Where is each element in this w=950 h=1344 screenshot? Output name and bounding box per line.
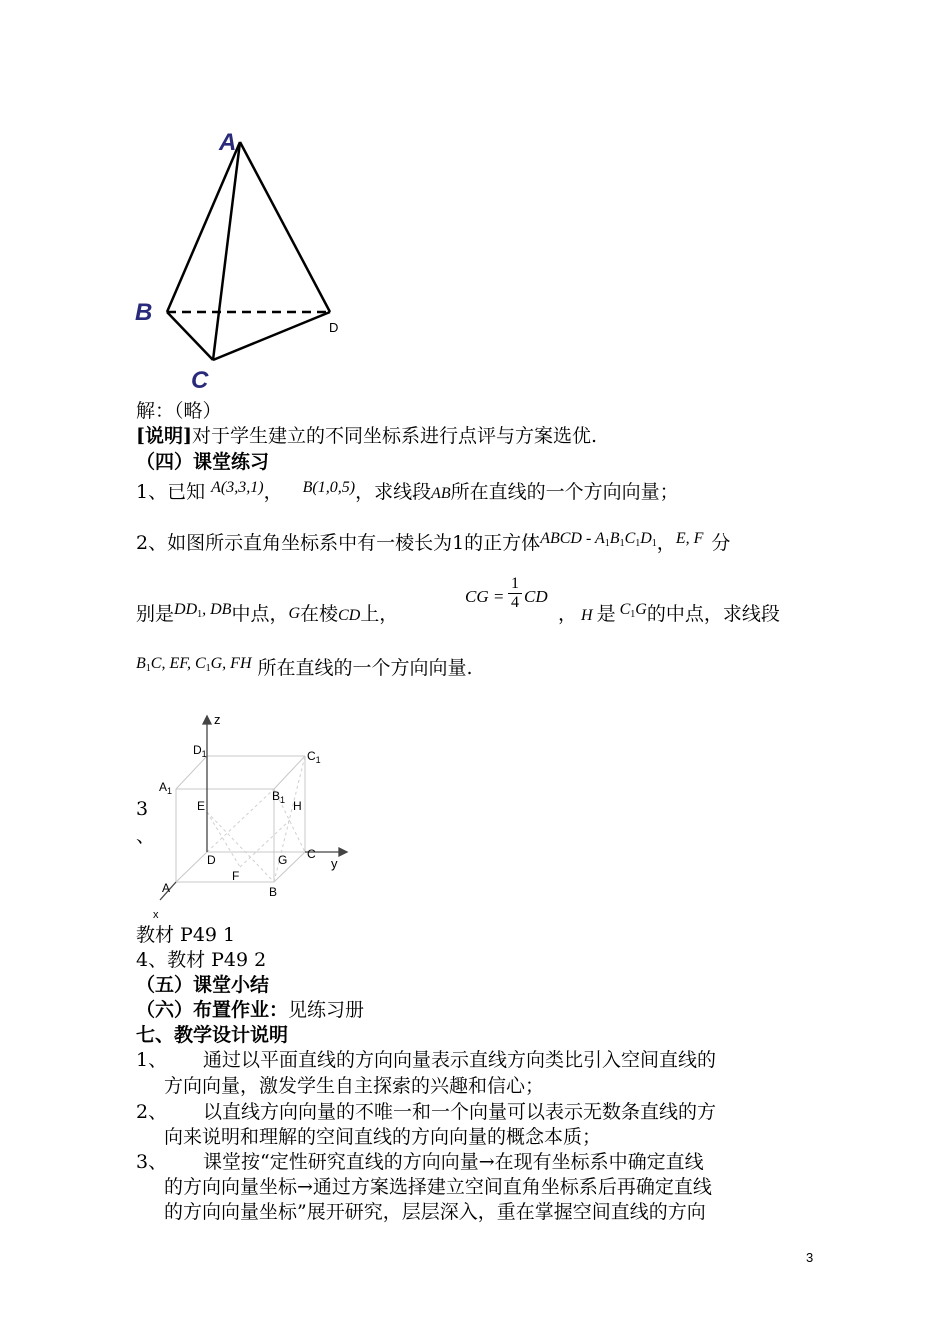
- cube-d-label: D: [207, 853, 216, 867]
- vertex-d-label: D: [329, 320, 339, 335]
- ex2-line3-rest: 所在直线的一个方向向量.: [257, 657, 473, 679]
- design-3-line-3: 的方向向量坐标”展开研究，层层深入，重在掌握空间直线的方向: [164, 1201, 706, 1223]
- ex3-text: 教材 P49 1: [136, 924, 236, 946]
- solution-label: 解：: [136, 400, 175, 422]
- vertex-b-label: B: [135, 299, 153, 326]
- cube-c-label: C: [307, 847, 316, 861]
- section-6-title: （六）布置作业：: [136, 999, 289, 1021]
- ex2-intro: 2、如图所示直角坐标系中有一棱长为1的正方体: [136, 532, 541, 554]
- vertex-c-label: C: [191, 367, 209, 394]
- ex4-text: 4、教材 P49 2: [136, 949, 267, 971]
- exercise-1: [136, 479, 679, 507]
- exercise-2-line-1: [136, 530, 730, 563]
- note-line: [136, 423, 597, 449]
- design-1-number: 1、: [136, 1049, 168, 1071]
- ex1-segment: AB: [431, 485, 451, 502]
- section-6-line: [136, 997, 364, 1023]
- ex2-fraction: [508, 575, 522, 612]
- design-3-number: 3、: [136, 1151, 168, 1173]
- axis-y-label: y: [331, 856, 338, 871]
- design-2-number: 2、: [136, 1101, 168, 1123]
- section-5-title: （五）课堂小结: [136, 974, 270, 996]
- ex3-number: 3: [136, 798, 149, 820]
- design-1-line-2: 方向向量，激发学生自主探索的兴趣和信心；: [164, 1075, 545, 1097]
- solution-line: [136, 398, 222, 424]
- ex2-segment-list: B1C, EF, C1G, FH: [136, 655, 252, 674]
- ex2-dd1-db: DD1, DB: [174, 601, 232, 620]
- ex2-on-edge: 在棱: [300, 603, 339, 625]
- ex2-cd-after: CD: [524, 587, 548, 606]
- exercise-2-line-2: [136, 601, 398, 634]
- axis-z-label: z: [214, 712, 221, 727]
- cube-h-label: H: [293, 799, 302, 813]
- ex1-point-b: B(1,0,5): [302, 479, 356, 496]
- cube-g-label: G: [278, 853, 288, 867]
- cube-f-label: F: [232, 869, 240, 883]
- ex1-point-a: A(3,3,1): [211, 479, 264, 496]
- design-1-line-1: 通过以平面直线的方向向量表示直线方向类比引入空间直线的: [203, 1049, 717, 1071]
- ex2-comma-2: ，: [558, 603, 578, 625]
- ex2-comma: ，: [656, 532, 676, 554]
- note-text: 对于学生建立的不同坐标系进行点评与方案选优.: [191, 425, 598, 447]
- cube-e-label: E: [197, 799, 206, 813]
- cube-b-label: B: [269, 885, 278, 899]
- tetrahedron-figure: [125, 120, 365, 395]
- cube-b1-label: $B_1$: [272, 789, 286, 805]
- section-7-title: 七、教学设计说明: [136, 1024, 289, 1046]
- ex2-fen: 分: [711, 532, 731, 554]
- fraction-denominator: 4: [511, 594, 519, 611]
- ex2-shang: 上，: [360, 603, 399, 625]
- ex1-sep: ，: [263, 481, 283, 503]
- cube-c1-label: $C_1$: [307, 749, 321, 765]
- vertex-a-label: A: [219, 129, 237, 156]
- note-tag: [说明]: [136, 425, 192, 447]
- ex2-midpoint: 中点，: [231, 603, 289, 625]
- page-number: 3: [806, 1250, 814, 1265]
- cube-a-label: A: [162, 881, 171, 895]
- ex2-cd: CD: [338, 607, 361, 624]
- ex1-rest2: 所在直线的一个方向向量；: [450, 481, 679, 503]
- ex2-cube-name: ABCD - A1B1C1D1: [540, 530, 657, 549]
- ex2-cg-equation: CG =: [465, 587, 505, 606]
- design-3-line-2: 的方向向量坐标→通过方案选择建立空间直角坐标系后再确定直线: [164, 1176, 712, 1198]
- ex1-number: 1、已知: [136, 481, 206, 503]
- exercise-2-line-3: [136, 655, 473, 688]
- design-2-line-2: 向来说明和理解的空间直线的方向向量的概念本质；: [164, 1126, 602, 1148]
- section-4-title: （四）课堂练习: [136, 451, 270, 473]
- ex2-g: G: [288, 605, 301, 622]
- ex2-bieshi: 别是: [136, 603, 175, 625]
- cube-figure: [145, 710, 360, 925]
- fraction-numerator: 1: [508, 575, 522, 594]
- exercise-2-line-2-right: [558, 601, 780, 634]
- design-3-line-1: 课堂按“定性研究直线的方向向量→在现有坐标系中确定直线: [203, 1151, 704, 1173]
- ex2-c1g: C1G: [619, 601, 647, 620]
- cube-d1-label: $D_1$: [193, 743, 207, 759]
- ex2-ef: E, F: [675, 530, 704, 547]
- ex1-rest1: ，求线段: [355, 481, 432, 503]
- ex3-dun: 、: [136, 825, 156, 847]
- axis-x-label: x: [153, 909, 159, 921]
- cube-a1-label: $A_1$: [159, 780, 173, 796]
- solution-text: （略）: [174, 400, 222, 422]
- ex2-h: H: [581, 607, 593, 624]
- section-6-text: 见练习册: [288, 999, 365, 1021]
- design-2-line-1: 以直线方向向量的不唯一和一个向量可以表示无数条直线的方: [203, 1101, 717, 1123]
- ex2-is: 是: [596, 603, 616, 625]
- ex2-mid2: 的中点，求线段: [646, 603, 780, 625]
